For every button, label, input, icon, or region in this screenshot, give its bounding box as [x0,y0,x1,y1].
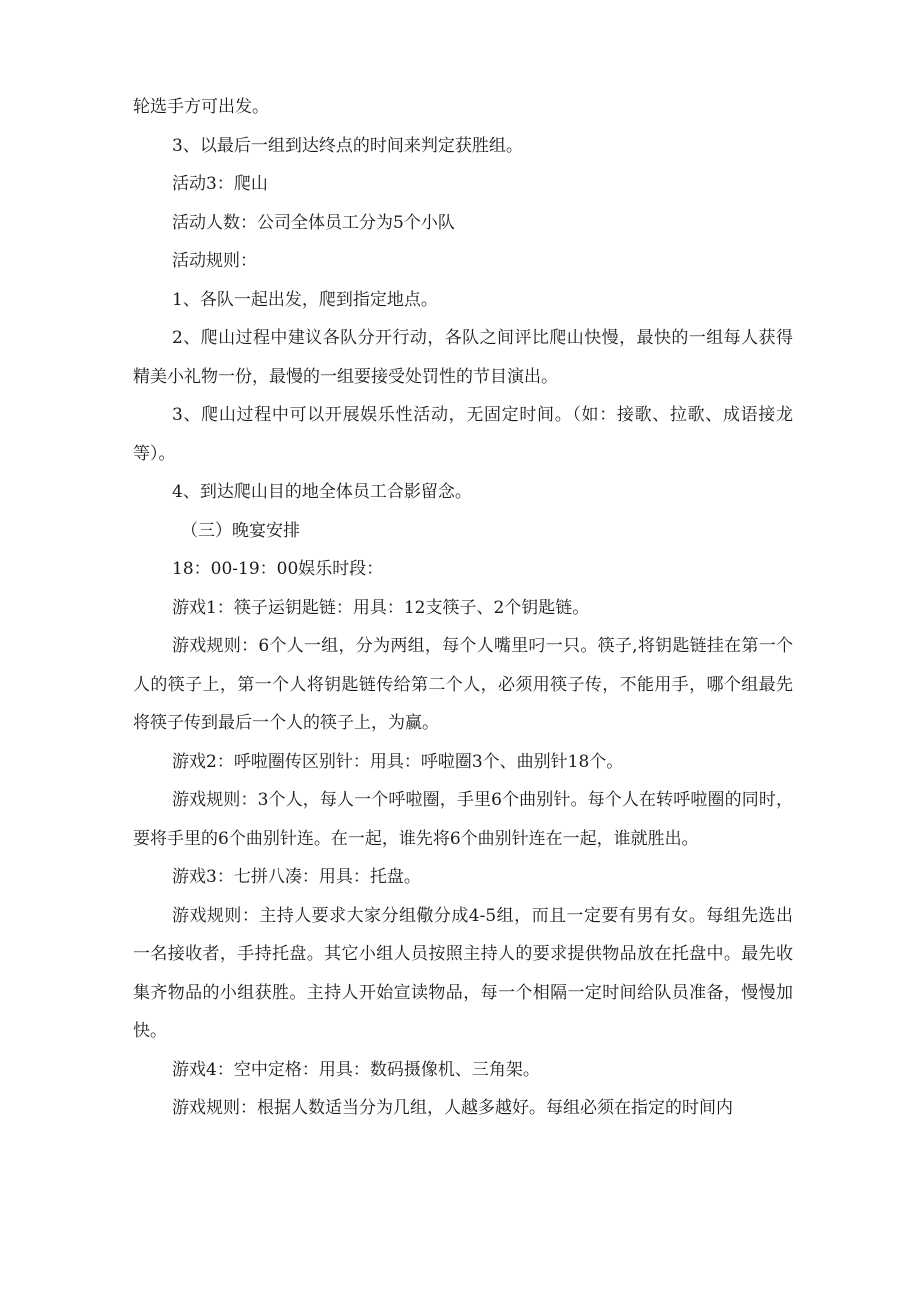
paragraph: 轮选手方可出发。 [133,97,269,117]
paragraph: 游戏规则：根据人数适当分为几组，人越多越好。每组必须在指定的时间内 [172,1098,733,1118]
paragraph: 游戏3：七拼八凑：用具：托盘。 [172,867,421,887]
paragraph: 游戏2：呼啦圈传区别针：用具：呼啦圈3个、曲别针18个。 [172,751,624,772]
paragraph: 2、爬山过程中建议各队分开行动，各队之间评比爬山快慢，最快的一组每人获得精美小礼物一份，最慢的一组要接受处罚性的节目演出。 [133,328,793,387]
section-heading: 活动3：爬山 [172,174,268,194]
paragraph: 1、各队一起出发，爬到指定地点。 [172,289,438,310]
paragraph: 游戏规则：主持人要求大家分组儆分成4-5组，而且一定要有男有女。每组先选出一名接收者，手持托盘。其它小组人员按照主持人的要求提供物品放在托盘中。最先收集齐物品的小组获胜。主持人开始宣读物品，每一个相隔一定时间给队员准备，慢慢加快。 [133,905,793,1041]
paragraph: 活动规则： [172,251,257,271]
document-body [133,88,793,1128]
paragraph: 游戏4：空中定格：用具：数码摄像机、三角架。 [172,1059,540,1080]
paragraph: 活动人数：公司全体员工分为5个小队 [172,212,455,233]
paragraph: 游戏1：筷子运钥匙链：用具：12支筷子、2个钥匙链。 [172,597,590,618]
section-heading: （三）晚宴安排 [181,520,300,541]
paragraph: 3、爬山过程中可以开展娱乐性活动，无固定时间。（如：接歌、拉歌、成语接龙等）。 [133,405,793,464]
paragraph: 游戏规则：6个人一组，分为两组，每个人嘴里叼一只。筷子,将钥匙链挂在第一个人的筷子上，第一个人将钥匙链传给第二个人，必须用筷子传，不能用手，哪个组最先将筷子传到最后一个人的筷子上，为赢。 [133,636,793,733]
paragraph: 18：00-19：00娱乐时段： [172,559,384,579]
paragraph: 4、到达爬山目的地全体员工合影留念。 [172,482,472,502]
paragraph: 游戏规则：3个人，每人一个呼啦圈，手里6个曲别针。每个人在转呼啦圈的同时，要将手里的6个曲别针连。在一起，谁先将6个曲别针连在一起，谁就胜出。 [133,790,793,849]
paragraph: 3、以最后一组到达终点的时间来判定获胜组。 [172,135,523,156]
